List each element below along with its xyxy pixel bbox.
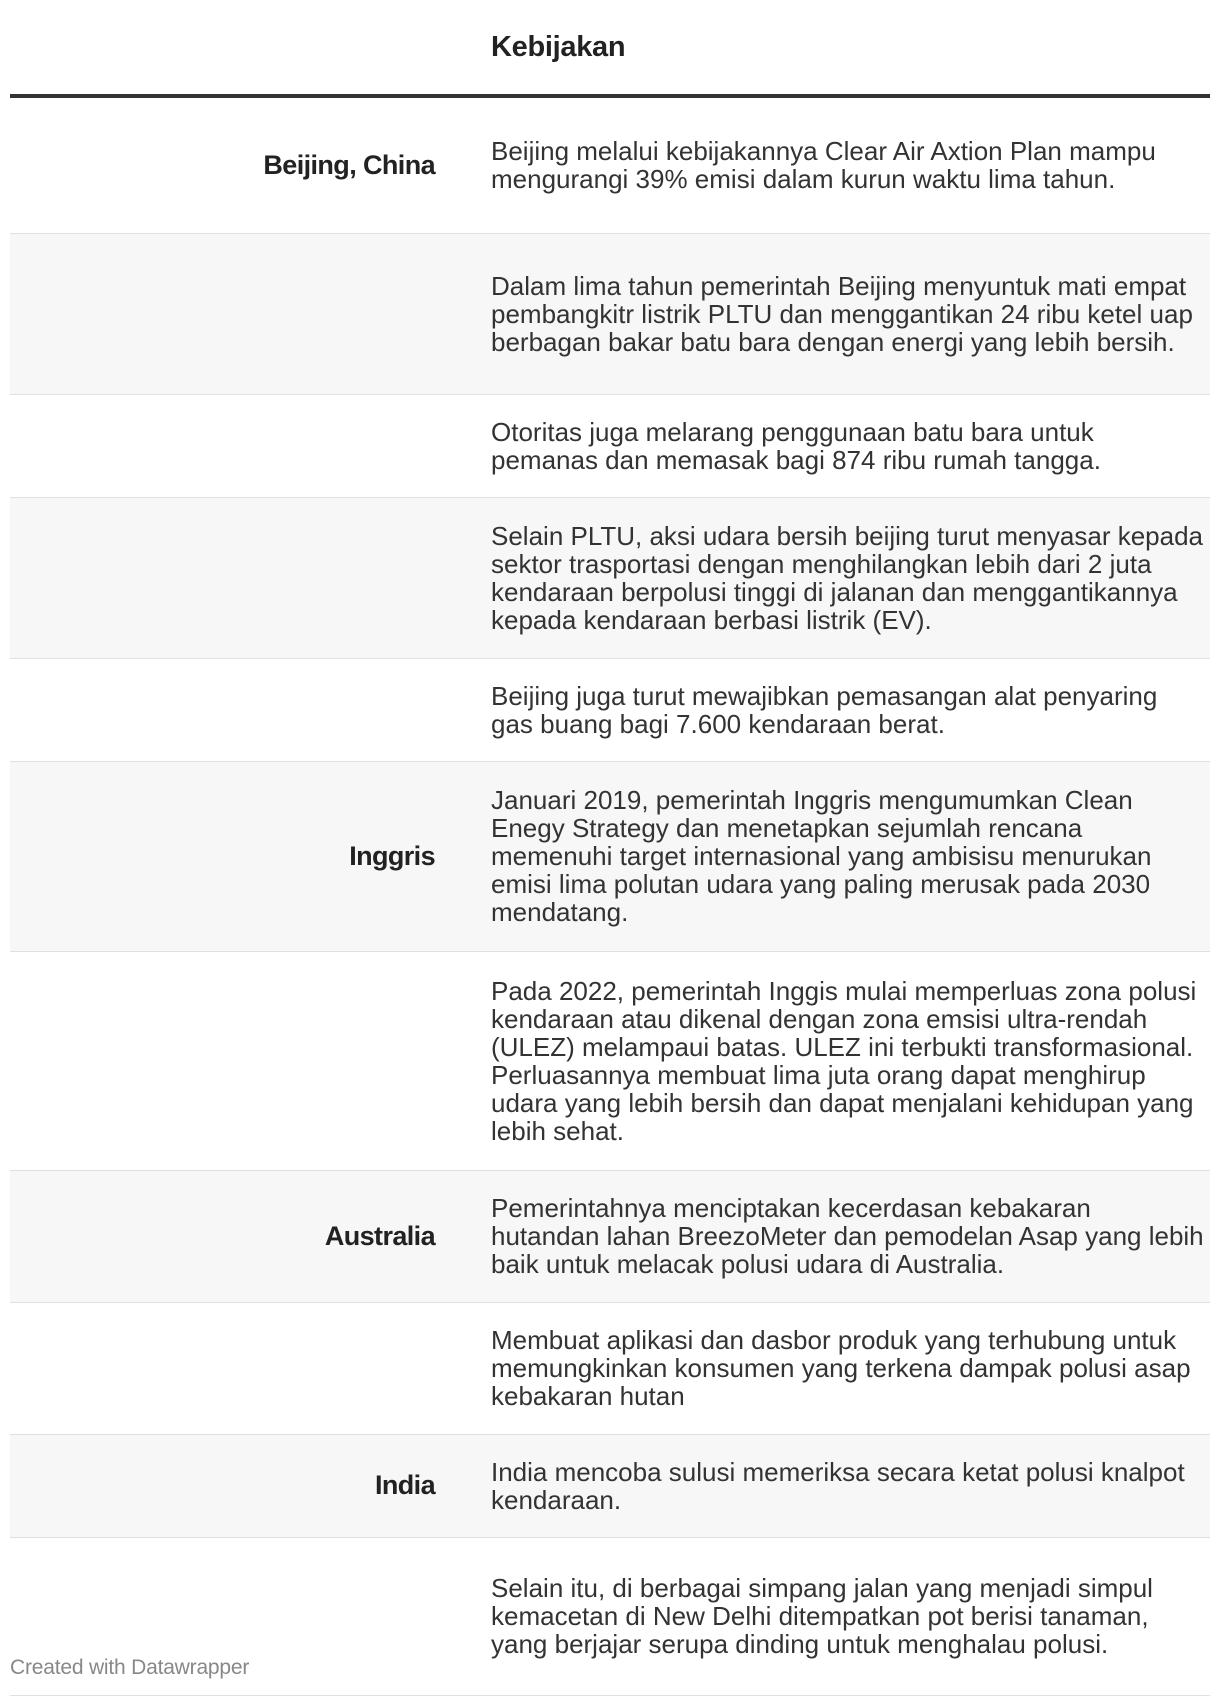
row-country-cell [10,658,490,761]
table-row [10,761,1210,951]
header-row [10,0,1210,96]
row-country-cell: Australia [10,1170,490,1302]
datawrapper-credit[interactable]: Created with Datawrapper [10,1656,250,1679]
row-policy-cell: Otoritas juga melarang penggunaan batu bara untuk pemanas dan memasak bagi 874 ribu rumah tangga. [490,394,1210,497]
table-row [10,1170,1210,1302]
table-row [10,233,1210,394]
row-policy-cell: Selain PLTU, aksi udara bersih beijing turut menyasar kepada sektor trasportasi dengan menghilangkan lebih dari 2 juta kendaraan berpolusi tinggi di jalanan dan menggantikannya kepada kendaraan berbasi listrik (EV). [490,497,1210,658]
row-policy-cell: Beijing melalui kebijakannya Clear Air Axtion Plan mampu mengurangi 39% emisi dalam kurun waktu lima tahun. [490,96,1210,233]
table-row [10,658,1210,761]
row-country-cell: Inggris [10,761,490,951]
table-row [10,394,1210,497]
row-policy-cell: Membuat aplikasi dan dasbor produk yang terhubung untuk memungkinkan konsumen yang terkena dampak polusi asap kebakaran hutan [490,1302,1210,1434]
table-body [10,96,1210,1695]
column-header-country[interactable] [10,0,490,96]
table-row [10,96,1210,233]
row-policy-cell: Beijing juga turut mewajibkan pemasangan alat penyaring gas buang bagi 7.600 kendaraan berat. [490,658,1210,761]
table-row [10,497,1210,658]
row-country-cell [10,951,490,1170]
table-row [10,1434,1210,1537]
row-country-cell: Beijing, China [10,96,490,233]
row-country-cell [10,497,490,658]
row-policy-cell: Januari 2019, pemerintah Inggris mengumumkan Clean Enegy Strategy dan menetapkan sejumlah rencana memenuhi target internasional yang ambisisu menurukan emisi lima polutan udara yang paling merusak pada 2030 mendatang. [490,761,1210,951]
row-policy-cell: Dalam lima tahun pemerintah Beijing menyuntuk mati empat pembangkitr listrik PLTU dan menggantikan 24 ribu ketel uap berbagan bakar batu bara dengan energi yang lebih bersih. [490,233,1210,394]
row-country-cell [10,233,490,394]
table-row [10,1302,1210,1434]
column-header-policy[interactable]: Kebijakan [490,0,1210,96]
row-policy-cell: Pemerintahnya menciptakan kecerdasan kebakaran hutandan lahan BreezoMeter dan pemodelan Asap yang lebih baik untuk melacak polusi udara di Australia. [490,1170,1210,1302]
row-policy-cell: Selain itu, di berbagai simpang jalan yang menjadi simpul kemacetan di New Delhi ditempatkan pot berisi tanaman, yang berjajar serupa dinding untuk menghalau polusi. [490,1537,1210,1695]
row-policy-cell: Pada 2022, pemerintah Inggis mulai memperluas zona polusi kendaraan atau dikenal dengan zona emsisi ultra-rendah (ULEZ) melampaui batas. ULEZ ini terbukti transformasional. Perluasannya membuat lima juta orang dapat menghirup udara yang lebih bersih dan dapat menjalani kehidupan yang lebih sehat. [490,951,1210,1170]
table-header [10,0,1210,96]
table-row [10,951,1210,1170]
row-policy-cell: India mencoba sulusi memeriksa secara ketat polusi knalpot kendaraan. [490,1434,1210,1537]
row-country-cell [10,394,490,497]
row-country-cell: India [10,1434,490,1537]
policy-table [10,0,1210,1696]
row-country-cell [10,1302,490,1434]
